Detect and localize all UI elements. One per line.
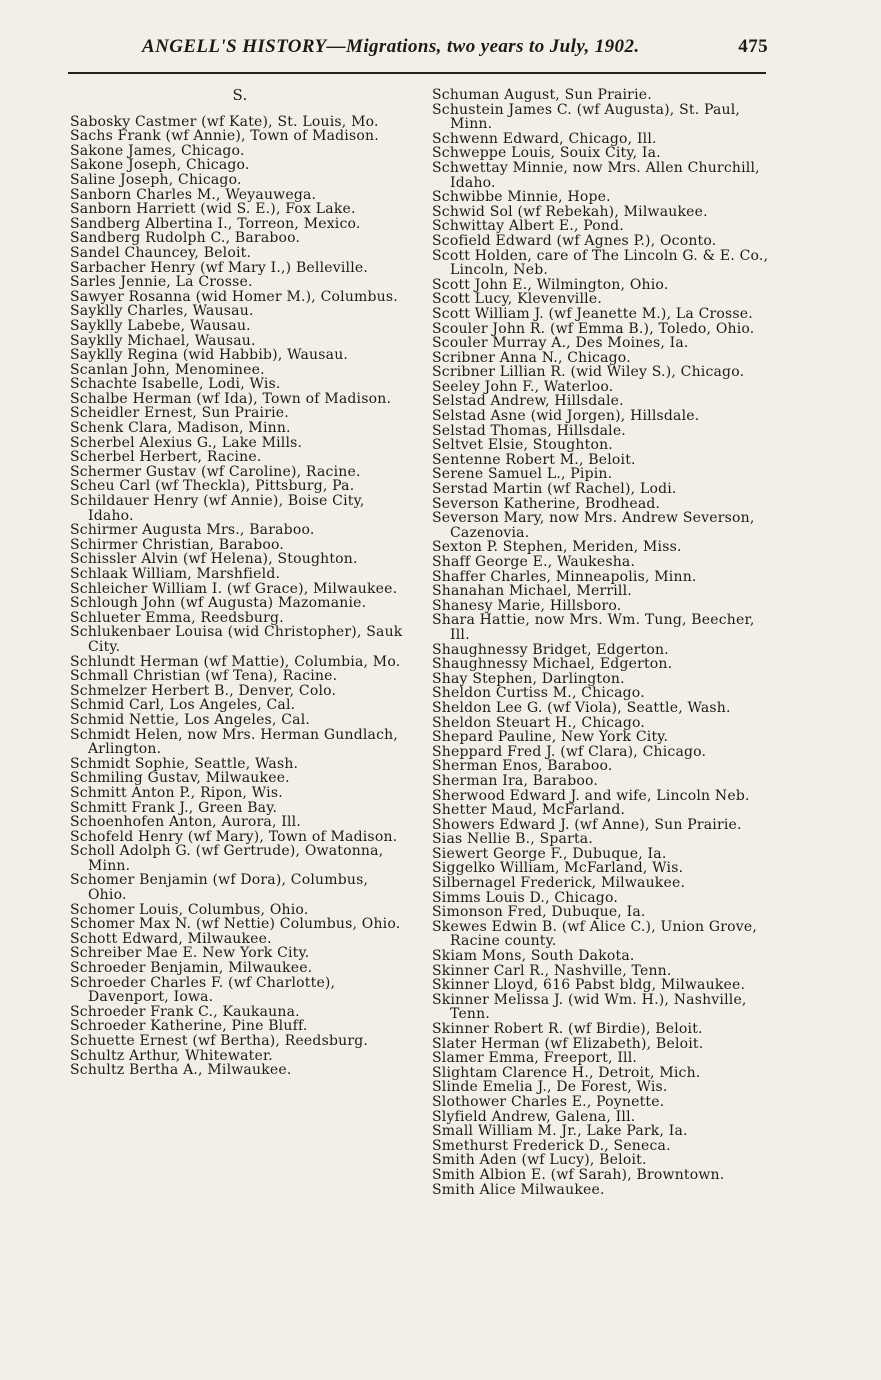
directory-entry: Smith Albion E. (wf Sarah), Browntown. xyxy=(432,1166,725,1183)
directory-entry: Shaffer Charles, Minneapolis, Minn. xyxy=(432,568,697,585)
directory-entry: Schwittay Albert E., Pond. xyxy=(432,218,624,235)
directory-entry: Sarles Jennie, La Crosse. xyxy=(70,274,253,291)
directory-entry: Sawyer Rosanna (wid Homer M.), Columbus. xyxy=(70,288,398,305)
directory-entry: Shanahan Michael, Merrill. xyxy=(432,583,632,600)
directory-entry: Slyfield Andrew, Galena, Ill. xyxy=(432,1108,636,1125)
directory-entry: Schwenn Edward, Chicago, Ill. xyxy=(432,130,657,147)
directory-entry: Schlukenbaer Louisa (wid Christopher), Sauk City. xyxy=(70,624,403,655)
directory-entry: Schwibbe Minnie, Hope. xyxy=(432,189,611,206)
directory-entry: Sentenne Robert M., Beloit. xyxy=(432,451,636,468)
directory-entry: Schofeld Henry (wf Mary), Town of Madison. xyxy=(70,828,398,845)
directory-entry: Sheldon Curtiss M., Chicago. xyxy=(432,685,645,702)
directory-entry: Schwid Sol (wf Rebekah), Milwaukee. xyxy=(432,203,708,220)
directory-entry: Schlueter Emma, Reedsburg. xyxy=(70,609,284,626)
directory-entry: Smethurst Frederick D., Seneca. xyxy=(432,1137,671,1154)
directory-entry: Sherman Ira, Baraboo. xyxy=(432,772,599,789)
directory-entry: Severson Mary, now Mrs. Andrew Severson, Cazenovia. xyxy=(432,510,755,541)
header-rule xyxy=(68,72,766,74)
directory-entry: Selstad Asne (wid Jorgen), Hillsdale. xyxy=(432,408,700,425)
directory-entry: Shaff George E., Waukesha. xyxy=(432,554,636,570)
directory-entry: Small William M. Jr., Lake Park, Ia. xyxy=(432,1123,688,1140)
left-column xyxy=(70,88,410,1078)
directory-entry: Schwettay Minnie, now Mrs. Allen Churchill, Idaho. xyxy=(432,159,760,191)
directory-entry: Sayklly Michael, Wausau. xyxy=(70,332,256,349)
directory-entry: Scouler Murray A., Des Moines, Ia. xyxy=(432,335,689,352)
directory-entry: Smith Alice Milwaukee. xyxy=(432,1181,605,1198)
directory-entry: Schustein James C. (wf Augusta), St. Paul, Minn. xyxy=(432,101,741,133)
directory-entry: Schmitt Frank J., Green Bay. xyxy=(70,799,278,816)
directory-entry: Sakone Joseph, Chicago. xyxy=(70,157,250,174)
directory-entry: Schoenhofen Anton, Aurora, Ill. xyxy=(70,814,301,831)
directory-entry: Sayklly Labebe, Wausau. xyxy=(70,317,251,334)
directory-entry: Skinner Robert R. (wf Birdie), Beloit. xyxy=(432,1021,703,1037)
directory-entry: Scott Lucy, Klevenville. xyxy=(432,291,602,308)
directory-entry: Schomer Louis, Columbus, Ohio. xyxy=(70,901,309,918)
directory-entry: Slinde Emelia J., De Forest, Wis. xyxy=(432,1079,668,1096)
directory-entry: Schott Edward, Milwaukee. xyxy=(70,930,272,947)
directory-entry: Schroeder Benjamin, Milwaukee. xyxy=(70,960,313,977)
directory-entry: Scanlan John, Menominee. xyxy=(70,361,265,378)
directory-entry: Schmall Christian (wf Tena), Racine. xyxy=(70,668,338,685)
directory-entry: Sanborn Charles M., Weyauwega. xyxy=(70,186,317,203)
right-column xyxy=(432,88,772,1197)
directory-entry: Schalbe Herman (wf Ida), Town of Madison. xyxy=(70,390,392,407)
directory-entry: Sachs Frank (wf Annie), Town of Madison. xyxy=(70,128,379,145)
directory-entry: Schultz Arthur, Whitewater. xyxy=(70,1047,273,1064)
directory-entry: Skinner Melissa J. (wid Wm. H.), Nashville, Tenn. xyxy=(432,991,747,1023)
directory-entry: Schroeder Frank C., Kaukauna. xyxy=(70,1003,300,1020)
directory-entry: Schildauer Henry (wf Annie), Boise City, Idaho. xyxy=(70,493,365,524)
directory-entry: Siewert George F., Dubuque, Ia. xyxy=(432,845,667,862)
directory-entry: Shepard Pauline, New York City. xyxy=(432,729,669,746)
directory-entry: Schmitt Anton P., Ripon, Wis. xyxy=(70,784,283,801)
directory-entry: Sabosky Castmer (wf Kate), St. Louis, Mo. xyxy=(70,113,379,130)
directory-entry: Sayklly Charles, Wausau. xyxy=(70,303,254,320)
directory-entry: Slightam Clarence H., Detroit, Mich. xyxy=(432,1064,701,1081)
directory-entry: Shetter Maud, McFarland. xyxy=(432,802,626,819)
directory-entry: Sandberg Albertina I., Torreon, Mexico. xyxy=(70,215,361,232)
directory-entry: Shara Hattie, now Mrs. Wm. Tung, Beecher, Ill. xyxy=(432,612,755,643)
page-number: 475 xyxy=(738,36,768,57)
left-entries xyxy=(70,115,410,1078)
directory-entry: Selstad Thomas, Hillsdale. xyxy=(432,422,626,439)
directory-entry: Schmelzer Herbert B., Denver, Colo. xyxy=(70,682,337,699)
directory-entry: Schlough John (wf Augusta) Mazomanie. xyxy=(70,595,367,612)
directory-entry: Schmidt Helen, now Mrs. Herman Gundlach, Arlington. xyxy=(70,726,398,758)
directory-entry: Schroeder Charles F. (wf Charlotte), Davenport, Iowa. xyxy=(70,974,336,1006)
directory-entry: Seeley John F., Waterloo. xyxy=(432,378,614,395)
directory-entry: Scribner Lillian R. (wid Wiley S.), Chicago. xyxy=(432,364,745,381)
directory-entry: Selstad Andrew, Hillsdale. xyxy=(432,393,624,410)
directory-entry: Sherwood Edward J. and wife, Lincoln Neb. xyxy=(432,787,750,804)
directory-entry: Sheldon Steuart H., Chicago. xyxy=(432,714,646,731)
directory-entry: Schirmer Christian, Baraboo. xyxy=(70,536,285,553)
section-letter: S. xyxy=(232,86,248,104)
directory-entry: Sias Nellie B., Sparta. xyxy=(432,831,594,848)
directory-entry: Scribner Anna N., Chicago. xyxy=(432,349,631,366)
directory-entry: Schermer Gustav (wf Caroline), Racine. xyxy=(70,463,361,480)
directory-entry: Sherman Enos, Baraboo. xyxy=(432,758,613,775)
directory-entry: Shay Stephen, Darlington. xyxy=(432,670,625,687)
directory-entry: Schomer Benjamin (wf Dora), Columbus, Ohio. xyxy=(70,872,369,904)
directory-entry: Shaughnessy Bridget, Edgerton. xyxy=(432,641,669,658)
directory-entry: Schuman August, Sun Prairie. xyxy=(432,87,652,103)
directory-entry: Sakone James, Chicago. xyxy=(70,142,245,159)
directory-entry: Schlaak William, Marshfield. xyxy=(70,566,281,582)
directory-entry: Scheu Carl (wf Theckla), Pittsburg, Pa. xyxy=(70,478,355,495)
directory-entry: Serene Samuel L., Pipin. xyxy=(432,466,613,483)
directory-entry: Schroeder Katherine, Pine Bluff. xyxy=(70,1018,308,1035)
right-entries xyxy=(432,88,772,1197)
directory-entry: Shanesy Marie, Hillsboro. xyxy=(432,597,622,614)
directory-entry: Shaughnessy Michael, Edgerton. xyxy=(432,656,673,673)
directory-entry: Sheppard Fred J. (wf Clara), Chicago. xyxy=(432,743,707,760)
directory-entry: Schultz Bertha A., Milwaukee. xyxy=(70,1062,292,1079)
directory-entry: Schuette Ernest (wf Bertha), Reedsburg. xyxy=(70,1033,369,1049)
directory-entry: Silbernagel Frederick, Milwaukee. xyxy=(432,875,686,892)
directory-entry: Sandel Chauncey, Beloit. xyxy=(70,244,252,261)
directory-entry: Schomer Max N. (wf Nettie) Columbus, Ohio. xyxy=(70,916,401,933)
directory-entry: Scofield Edward (wf Agnes P.), Oconto. xyxy=(432,232,717,249)
directory-entry: Schreiber Mae E. New York City. xyxy=(70,945,310,962)
directory-entry: Schmid Carl, Los Angeles, Cal. xyxy=(70,697,296,714)
directory-entry: Seltvet Elsie, Stoughton. xyxy=(432,437,613,454)
directory-entry: Schmidt Sophie, Seattle, Wash. xyxy=(70,755,299,772)
directory-entry: Sexton P. Stephen, Meriden, Miss. xyxy=(432,539,682,556)
directory-entry: Schachte Isabelle, Lodi, Wis. xyxy=(70,376,281,393)
directory-entry: Schmiling Gustav, Milwaukee. xyxy=(70,770,290,787)
directory-entry: Simonson Fred, Dubuque, Ia. xyxy=(432,904,646,921)
directory-entry: Slamer Emma, Freeport, Ill. xyxy=(432,1050,638,1067)
directory-entry: Sarbacher Henry (wf Mary I.,) Belleville. xyxy=(70,259,369,276)
directory-entry: Siggelko William, McFarland, Wis. xyxy=(432,860,684,877)
directory-entry: Scholl Adolph G. (wf Gertrude), Owatonna, Minn. xyxy=(70,843,384,874)
directory-entry: Scott Holden, care of The Lincoln G. & E. Co., Lincoln, Neb. xyxy=(432,247,769,279)
directory-entry: Scherbel Herbert, Racine. xyxy=(70,449,262,466)
directory-entry: Schirmer Augusta Mrs., Baraboo. xyxy=(70,522,315,539)
directory-entry: Skewes Edwin B. (wf Alice C.), Union Grove, Racine county. xyxy=(432,918,758,950)
page-title: ANGELL'S HISTORY—Migrations, two years to July, 1902. xyxy=(142,36,640,57)
directory-entry: Schenk Clara, Madison, Minn. xyxy=(70,420,291,437)
directory-entry: Schlundt Herman (wf Mattie), Columbia, Mo. xyxy=(70,653,401,670)
directory-entry: Schleicher William I. (wf Grace), Milwaukee. xyxy=(70,580,398,597)
directory-entry: Slater Herman (wf Elizabeth), Beloit. xyxy=(432,1035,704,1052)
directory-entry: Saline Joseph, Chicago. xyxy=(70,171,242,188)
directory-entry: Smith Aden (wf Lucy), Beloit. xyxy=(432,1152,647,1169)
directory-entry: Skinner Lloyd, 616 Pabst bldg, Milwaukee. xyxy=(432,977,746,994)
directory-entry: Schissler Alvin (wf Helena), Stoughton. xyxy=(70,551,358,568)
directory-entry: Skinner Carl R., Nashville, Tenn. xyxy=(432,962,672,979)
directory-entry: Schweppe Louis, Souix City, Ia. xyxy=(432,145,661,162)
directory-entry: Scott John E., Wilmington, Ohio. xyxy=(432,276,669,293)
directory-entry: Simms Louis D., Chicago. xyxy=(432,889,618,906)
directory-entry: Sheldon Lee G. (wf Viola), Seattle, Wash. xyxy=(432,699,731,716)
directory-entry: Showers Edward J. (wf Anne), Sun Prairie. xyxy=(432,816,742,833)
directory-entry: Scott William J. (wf Jeanette M.), La Crosse. xyxy=(432,305,753,322)
directory-entry: Scherbel Alexius G., Lake Mills. xyxy=(70,434,303,451)
directory-entry: Severson Katherine, Brodhead. xyxy=(432,495,661,512)
directory-entry: Scheidler Ernest, Sun Prairie. xyxy=(70,405,289,422)
directory-entry: Slothower Charles E., Poynette. xyxy=(432,1093,665,1110)
directory-entry: Schmid Nettie, Los Angeles, Cal. xyxy=(70,711,311,728)
directory-entry: Serstad Martin (wf Rachel), Lodi. xyxy=(432,481,677,498)
directory-entry: Skiam Mons, South Dakota. xyxy=(432,948,635,965)
directory-entry: Scouler John R. (wf Emma B.), Toledo, Ohio. xyxy=(432,320,755,337)
directory-entry: Sayklly Regina (wid Habbib), Wausau. xyxy=(70,347,349,364)
directory-entry: Sanborn Harriett (wid S. E.), Fox Lake. xyxy=(70,201,356,218)
directory-entry: Sandberg Rudolph C., Baraboo. xyxy=(70,230,301,247)
